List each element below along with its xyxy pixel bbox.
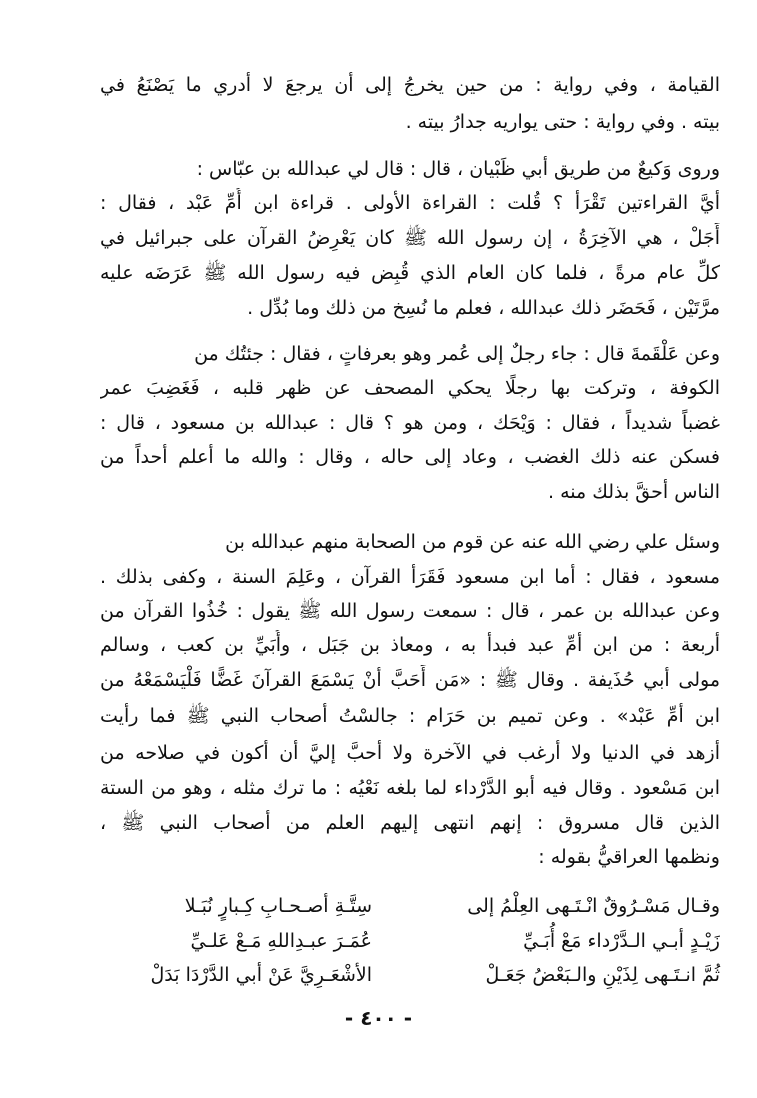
text-line: مسعود ، فقال : أما ابن مسعود فَقَرَأ القرآن ، وعَلِمَ السنة ، وكفى بذلك . xyxy=(100,566,720,588)
page-number: - ٤٠٠ - xyxy=(344,1006,413,1030)
text-line: غضباً شديداً ، فقال : وَيْحَك ، ومن هو ؟ قال : عبدالله بن مسعود ، قال : xyxy=(100,412,720,434)
text-line: الناس أحقَّ بذلك منه . xyxy=(547,481,720,503)
text-line: أيَّ القراءتين تَقْرَأ ؟ قُلت : القراءة الأولى . قراءة ابن أُمِّ عَبْد ، فقال : xyxy=(100,192,720,214)
text-line: ونظمها العراقيُّ بقوله : xyxy=(538,846,720,868)
text-line: وعن عَلْقَمةَ قال : جاء رجلٌ إلى عُمر وهو بعرفاتٍ ، فقال : جئتُك من xyxy=(194,343,720,365)
text-line: أربعة : من ابن أمِّ عبد فبدأ به ، ومعاذ بن جَبَل ، وأُبَيِّ بن كعب ، وسالم xyxy=(100,634,720,656)
verse-first-hemistich: ثُمَّ انـتَـهى لِذَيْنِ والـبَعْضُ جَعَـلْ xyxy=(485,964,720,986)
verse-first-hemistich: زَيْـدٍ أبـي الـدَّرْداء مَعْ أُبَـيِّ xyxy=(523,930,720,952)
text-line: وعن عبدالله بن عمر ، قال : سمعت رسول الله ﷺ يقول : خُذُوا القرآن من xyxy=(100,600,720,622)
text-line: ابن أمِّ عَبْد» . وعن تميم بن حَرَام : جالسْتُ أصحاب النبي ﷺ فما رأيت xyxy=(100,705,720,727)
text-line: أزهد في الدنيا ولا أرغب في الآخرة ولا أحبَّ إليَّ أن أكون في صلاحه من xyxy=(100,742,720,764)
verse-second-hemistich: سِتَّـةِ أصـحـابِ كِـبارٍ نُبَـلا xyxy=(184,895,372,917)
text-line: مرَّتَيْن ، فَحَضَر ذلك عبدالله ، فعلم ما نُسِخ من ذلك وما بُدِّل . xyxy=(247,297,720,319)
verse-second-hemistich: عُمَـرَ عبـدِاللهِ مَـعْ عَلـيِّ xyxy=(190,930,372,952)
text-line: بيته . وفي رواية : حتى يواريه جدارُ بيته . xyxy=(405,111,720,133)
verse-second-hemistich: الأشْعَـرِيَّ عَنْ أبي الدَّرْدَا بَدَلْ xyxy=(150,964,372,986)
verse-first-hemistich: وقـال مَسْـرُوقٌ انْـتَـهى العِلْمُ إلى xyxy=(467,895,720,917)
text-line: وسئل علي رضي الله عنه عن قوم من الصحابة منهم عبدالله بن xyxy=(225,531,720,553)
text-line: الذين قال مسروق : إنهم انتهى إليهم العلم من أصحاب النبي ﷺ ، xyxy=(100,812,720,834)
text-line: مولى أبي حُذَيفة . وقال ﷺ : «مَن أَحَبَّ أنْ يَسْمَعَ القرآنَ غَضًّا فَلْيَسْمَعْهُ من xyxy=(100,669,720,691)
text-line: القيامة ، وفي رواية : من حين يخرجُ إلى أن يرجعَ لا أدري ما يَصْنَعُ في xyxy=(100,74,720,96)
text-line: وروى وَكيعٌ من طريق أبي ظَبْيان ، قال : قال لي عبدالله بن عبّاس : xyxy=(196,158,720,180)
text-line: أَجَلْ ، هي الآخِرَةُ ، إن رسول الله ﷺ كان يَعْرِضُ القرآن على جبرائيل في xyxy=(100,227,720,249)
text-line: الكوفة ، وتركت بها رجلًا يحكي المصحف عن ظهر قلبه ، فَغَضِبَ عمر xyxy=(100,377,720,399)
text-line: كلِّ عام مرةً ، فلما كان العام الذي قُبِض فيه رسول الله ﷺ عَرَضَه عليه xyxy=(100,262,720,284)
text-line: فسكن عنه ذلك الغضب ، وعاد إلى حاله ، وقال : والله ما أعلم أحداً من xyxy=(100,446,720,468)
text-line: ابن مَسْعود . وقال فيه أبو الدَّرْداء لما بلغه نَعْيُه : ما ترك مثله ، وهو من الستة xyxy=(100,777,720,799)
